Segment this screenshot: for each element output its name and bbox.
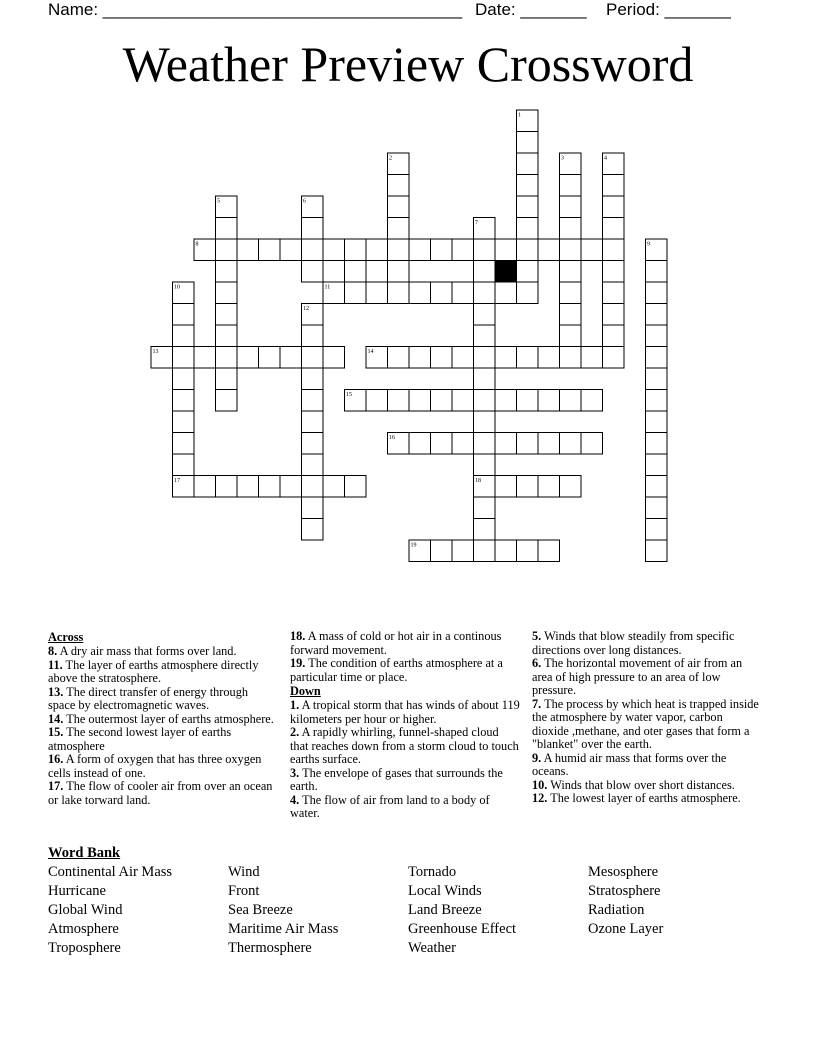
grid-cell[interactable] [302,454,324,476]
grid-cell[interactable] [431,347,453,369]
grid-cell[interactable] [237,476,259,498]
grid-cell[interactable] [560,196,582,218]
clue-number: 1 [518,112,521,119]
grid-cell[interactable] [366,282,388,304]
grid-cell[interactable] [603,196,625,218]
grid-cell[interactable] [216,261,238,283]
clue-item-number: 9. [532,750,542,765]
word-bank-word: Greenhouse Effect [408,921,517,937]
clue-number: 8 [195,241,199,248]
clues-column-2 [290,630,520,821]
word-bank-word: Stratosphere [588,883,661,899]
grid-cell[interactable] [538,540,560,562]
grid-cell[interactable] [409,347,431,369]
grid-cell[interactable] [216,218,238,240]
clue-item-number: 3. [290,765,300,780]
grid-cell[interactable] [474,540,496,562]
grid-cell[interactable] [302,411,324,433]
clue-item-number: 5. [532,629,542,643]
grid-cell[interactable] [538,347,560,369]
grid-cell[interactable] [517,239,539,261]
word-bank-word: Local Winds [408,883,482,899]
grid-cell[interactable] [495,540,517,562]
clue-number: 9 [647,241,650,248]
clue-item-text: The flow of air from land to a body of water. [290,792,490,820]
grid-cell[interactable] [302,347,324,369]
grid-cell[interactable] [517,282,539,304]
grid-cell[interactable] [216,476,238,498]
black-cell [495,261,517,283]
word-bank-word: Radiation [588,902,645,918]
grid-cell[interactable] [646,390,668,412]
grid-cell[interactable] [388,261,410,283]
grid-cell[interactable] [280,347,302,369]
clue-item-text: Winds that blow steadily from specific directions over long distances. [532,629,735,657]
grid-cell[interactable] [646,325,668,347]
clue-number: 2 [389,155,392,162]
grid-cell[interactable] [646,347,668,369]
clue-number: 13 [152,349,159,355]
clue-item-text: The layer of earths atmosphere directly above the stratosphere. [48,657,259,685]
grid-cell[interactable] [216,304,238,326]
grid-cell[interactable] [302,368,324,390]
grid-cell[interactable] [538,390,560,412]
grid-cell[interactable] [474,347,496,369]
grid-cell[interactable] [366,390,388,412]
grid-cell[interactable] [560,282,582,304]
word-bank-word: Wind [228,864,260,880]
grid-cell[interactable] [646,476,668,498]
grid-cell[interactable] [452,282,474,304]
word-bank-word: Troposphere [48,940,121,956]
page-title: Weather Preview Crossword [122,36,694,92]
grid-cell[interactable] [173,304,195,326]
clue-item [532,752,762,779]
clue-item [290,657,520,684]
clue-item [290,630,520,657]
word-bank-word: Mesosphere [588,864,659,880]
clue-item [532,657,762,698]
grid-cell[interactable] [345,282,367,304]
grid-cell[interactable] [603,261,625,283]
clue-item-text: The outermost layer of earths atmosphere. [63,711,274,726]
clue-item-text: The horizontal movement of air from an area of high pressure to an area of low pressure. [532,656,743,697]
clue-number: 11 [324,284,331,291]
grid-cell[interactable] [388,390,410,412]
clue-item-number: 12. [532,791,548,805]
clue-item-number: 18. [290,629,306,643]
grid-cell[interactable] [431,540,453,562]
clue-item-text: A humid air mass that forms over the oceans. [532,750,727,778]
grid-cell[interactable] [517,476,539,498]
grid-cell[interactable] [409,282,431,304]
grid-cell[interactable] [495,433,517,455]
clue-number: 15 [346,392,352,398]
grid-cell[interactable] [323,239,345,261]
grid-cell[interactable] [538,239,560,261]
grid-cell[interactable] [302,239,324,261]
grid-cell[interactable] [173,347,195,369]
grid-cell[interactable] [560,347,582,369]
word-bank-word: Global Wind [48,902,123,918]
grid-cell[interactable] [517,347,539,369]
grid-cell[interactable] [345,476,367,498]
clue-item-text: A mass of cold or hot air in a continous forward movement. [290,629,502,657]
grid-cell[interactable] [560,239,582,261]
clue-item-text: A rapidly whirling, funnel-shaped cloud that reaches down from a storm cloud to touch earths surface. [290,725,519,766]
clue-item-number: 6. [532,656,542,670]
clue-item [290,767,520,794]
grid-cell[interactable] [431,433,453,455]
clue-item [290,794,520,821]
grid-cell[interactable] [452,433,474,455]
grid-cell[interactable] [474,261,496,283]
grid-cell[interactable] [646,497,668,519]
grid-cell[interactable] [216,325,238,347]
grid-cell[interactable] [388,175,410,197]
clue-item-text: The process by which heat is trapped inside the atmosphere by water vapor, carbon dioxide ,methane, and oter gases that form a "blanket" over the earth. [532,696,759,751]
grid-cell[interactable] [474,325,496,347]
grid-cell[interactable] [237,239,259,261]
grid-cell[interactable] [173,411,195,433]
grid-cell[interactable] [581,390,603,412]
clue-item-number: 2. [290,725,300,739]
grid-cell[interactable] [173,454,195,476]
grid-cell[interactable] [237,347,259,369]
grid-cell[interactable] [323,261,345,283]
clue-item [532,779,762,793]
word-bank-word: Atmosphere [48,921,119,937]
clue-number: 14 [367,349,374,355]
grid-cell[interactable] [603,325,625,347]
clue-item [532,792,762,806]
grid-cell[interactable] [431,390,453,412]
clue-number: 18 [475,478,481,484]
grid-cell[interactable] [517,153,539,175]
grid-cell[interactable] [452,390,474,412]
clue-number: 12 [303,306,309,312]
clue-item [48,753,278,780]
grid-cell[interactable] [646,540,668,562]
grid-cell[interactable] [603,218,625,240]
grid-cell[interactable] [216,239,238,261]
grid-cell[interactable] [517,132,539,154]
grid-cell[interactable] [517,390,539,412]
grid-cell[interactable] [173,390,195,412]
word-bank-word: Land Breeze [408,902,482,918]
period-field[interactable]: Period: _______ [606,0,731,19]
grid-cell[interactable] [517,218,539,240]
clue-number: 10 [174,284,180,291]
grid-cell[interactable] [302,390,324,412]
clue-item-number: 7. [532,696,542,711]
word-bank-word: Thermosphere [228,940,312,956]
clue-number: 3 [561,155,564,162]
grid-cell[interactable] [452,540,474,562]
clue-item-number: 14. [48,711,64,726]
grid-cell[interactable] [431,239,453,261]
grid-cell[interactable] [388,239,410,261]
clue-item-number: 1. [290,698,300,712]
clue-item [48,780,278,807]
grid-cell[interactable] [409,239,431,261]
grid-cell[interactable] [474,304,496,326]
grid-cell[interactable] [474,368,496,390]
grid-cell[interactable] [194,347,216,369]
word-bank-word: Tornado [408,864,457,880]
grid-cell[interactable] [603,175,625,197]
clue-item-number: 8. [48,644,58,658]
grid-cell[interactable] [173,325,195,347]
grid-cell[interactable] [323,476,345,498]
grid-cell[interactable] [560,218,582,240]
clue-item-number: 16. [48,752,64,766]
grid-cell[interactable] [538,433,560,455]
name-field[interactable]: Name: ______________________________________ [48,0,463,19]
clue-item-text: The direct transfer of energy through space by electromagnetic waves. [48,684,248,712]
word-bank-title: Word Bank [48,845,121,861]
clue-number: 17 [174,478,180,484]
grid-cell[interactable] [302,433,324,455]
grid-cell[interactable] [560,433,582,455]
grid-cell[interactable] [452,347,474,369]
grid-cell[interactable] [216,347,238,369]
grid-cell[interactable] [388,282,410,304]
grid-cell[interactable] [323,347,345,369]
clue-item-number: 17. [48,779,64,793]
clue-number: 4 [604,155,607,162]
grid-cell[interactable] [560,304,582,326]
grid-cell[interactable] [495,282,517,304]
grid-cell[interactable] [646,368,668,390]
grid-cell[interactable] [345,239,367,261]
grid-cell[interactable] [302,325,324,347]
grid-cell[interactable] [495,476,517,498]
clue-item-text: The condition of earths atmosphere at a particular time or place. [290,656,503,684]
clue-item-text: A form of oxygen that has three oxygen cells instead of one. [48,752,262,780]
grid-cell[interactable] [280,239,302,261]
grid-cell[interactable] [259,347,281,369]
clue-item-number: 19. [290,656,306,670]
grid-cell[interactable] [646,304,668,326]
clue-item-number: 4. [290,792,300,807]
grid-cell[interactable] [474,454,496,476]
grid-cell[interactable] [302,261,324,283]
clue-item-text: Winds that blow over short distances. [547,777,735,792]
clue-number: 19 [410,542,417,549]
grid-cell[interactable] [452,239,474,261]
grid-cell[interactable] [366,239,388,261]
grid-cell[interactable] [646,282,668,304]
grid-cell[interactable] [173,368,195,390]
word-bank-word: Weather [408,940,456,956]
word-bank-word: Ozone Layer [588,921,664,937]
grid-cell[interactable] [302,519,324,541]
clues-column-3 [532,630,762,806]
grid-cell[interactable] [173,433,195,455]
grid-cell[interactable] [474,411,496,433]
clue-item-number: 13. [48,684,64,699]
grid-cell[interactable] [603,282,625,304]
grid-cell[interactable] [474,390,496,412]
grid-cell[interactable] [646,519,668,541]
clue-item [532,698,762,752]
grid-cell[interactable] [495,347,517,369]
word-bank-word: Sea Breeze [228,902,293,918]
word-bank-word: Front [228,883,260,899]
grid-cell[interactable] [646,261,668,283]
grid-cell[interactable] [603,347,625,369]
down-heading: Down [290,684,321,698]
grid-cell[interactable] [517,540,539,562]
clue-number: 16 [389,435,395,441]
clues-column-1 [48,630,278,807]
grid-cell[interactable] [259,476,281,498]
grid-cell[interactable] [388,218,410,240]
grid-cell[interactable] [474,519,496,541]
grid-cell[interactable] [517,196,539,218]
clue-item [532,630,762,657]
grid-cell[interactable] [366,261,388,283]
grid-cell[interactable] [474,433,496,455]
across-heading: Across [48,630,84,644]
clue-item [48,659,278,686]
clue-item [48,686,278,713]
grid-cell[interactable] [409,433,431,455]
clue-item [290,699,520,726]
clue-number: 7 [475,220,478,226]
grid-cell[interactable] [495,239,517,261]
grid-cell[interactable] [194,476,216,498]
grid-cell[interactable] [517,433,539,455]
grid-cell[interactable] [409,390,431,412]
grid-cell[interactable] [302,476,324,498]
word-bank-word: Hurricane [48,883,106,899]
grid-cell[interactable] [302,497,324,519]
grid-cell[interactable] [302,218,324,240]
grid-cell[interactable] [603,304,625,326]
clue-item [48,645,278,659]
clue-item-number: 10. [532,777,548,792]
grid-cell[interactable] [495,390,517,412]
clue-item-text: The envelope of gases that surrounds the earth. [290,765,503,793]
grid-cell[interactable] [388,196,410,218]
grid-cell[interactable] [581,347,603,369]
clue-item-text: The flow of cooler air from over an ocean or lake torward land. [48,779,273,807]
clue-item-text: The second lowest layer of earths atmosphere [48,725,232,753]
clue-item-number: 11. [48,657,63,672]
grid-cell[interactable] [259,239,281,261]
grid-cell[interactable] [646,433,668,455]
grid-cell[interactable] [603,239,625,261]
word-bank-word: Continental Air Mass [48,864,173,880]
date-field[interactable]: Date: _______ [475,0,587,19]
grid-cell[interactable] [517,261,539,283]
grid-cell[interactable] [560,261,582,283]
word-bank-word: Maritime Air Mass [228,921,339,937]
grid-cell[interactable] [216,282,238,304]
grid-cell[interactable] [560,175,582,197]
clue-item-text: A tropical storm that has winds of about 119 kilometers per hour or higher. [290,698,520,726]
grid-cell[interactable] [560,325,582,347]
grid-cell[interactable] [216,390,238,412]
clue-item [48,726,278,753]
clue-number: 5 [217,198,220,205]
grid-cell[interactable] [538,476,560,498]
clue-item-number: 15. [48,725,64,739]
clue-item [290,726,520,767]
grid-cell[interactable] [581,433,603,455]
grid-cell[interactable] [560,476,582,498]
grid-cell[interactable] [474,282,496,304]
clue-item [48,713,278,727]
grid-cell[interactable] [646,454,668,476]
clue-number: 6 [303,198,306,205]
grid-cell[interactable] [517,175,539,197]
grid-cell[interactable] [216,368,238,390]
grid-cell[interactable] [388,347,410,369]
grid-cell[interactable] [474,497,496,519]
grid-cell[interactable] [646,411,668,433]
grid-cell[interactable] [474,239,496,261]
clue-item-text: The lowest layer of earths atmosphere. [547,791,741,805]
clue-item-text: A dry air mass that forms over land. [57,644,237,658]
grid-cell[interactable] [345,261,367,283]
grid-cell[interactable] [280,476,302,498]
grid-cell[interactable] [560,390,582,412]
grid-cell[interactable] [581,239,603,261]
grid-cell[interactable] [431,282,453,304]
